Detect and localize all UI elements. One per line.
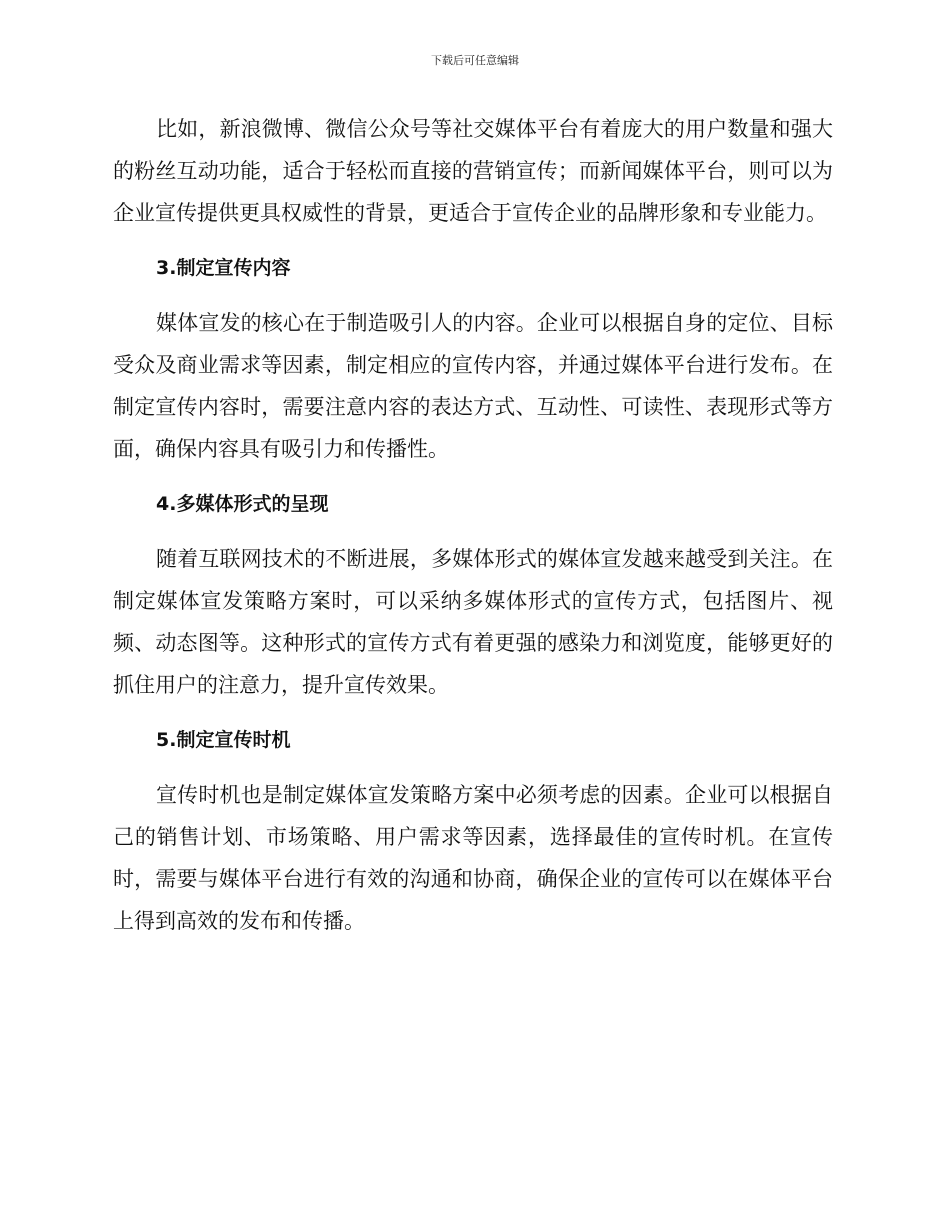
section-heading-timing: 5.制定宣传时机	[156, 729, 291, 751]
section-heading-multimedia: 4.多媒体形式的呈现	[156, 493, 329, 515]
page-header: 下载后可任意编辑	[431, 54, 519, 67]
paragraph-content: 媒体宣发的核心在于制造吸引人的内容。企业可以根据自身的定位、目标受众及商业需求等因素，制定相应的宣传内容，并通过媒体平台进行发布。在制定宣传内容时，需要注意内容的表达方式、互动性、可读性、表现形式等方面，确保内容具有吸引力和传播性。	[113, 311, 833, 461]
document-body	[113, 108, 833, 955]
section-heading-content: 3.制定宣传内容	[156, 257, 291, 279]
paragraph-multimedia: 随着互联网技术的不断进展，多媒体形式的媒体宣发越来越受到关注。在制定媒体宣发策略方案时，可以采纳多媒体形式的宣传方式，包括图片、视频、动态图等。这种形式的宣传方式有着更强的感染力和浏览度，能够更好的抓住用户的注意力，提升宣传效果。	[113, 547, 833, 697]
paragraph-platform-examples: 比如，新浪微博、微信公众号等社交媒体平台有着庞大的用户数量和强大的粉丝互动功能，适合于轻松而直接的营销宣传；而新闻媒体平台，则可以为企业宣传提供更具权威性的背景，更适合于宣传企业的品牌形象和专业能力。	[113, 117, 833, 225]
paragraph-timing: 宣传时机也是制定媒体宣发策略方案中必须考虑的因素。企业可以根据自己的销售计划、市场策略、用户需求等因素，选择最佳的宣传时机。在宣传时，需要与媒体平台进行有效的沟通和协商，确保企业的宣传可以在媒体平台上得到高效的发布和传播。	[113, 783, 833, 933]
